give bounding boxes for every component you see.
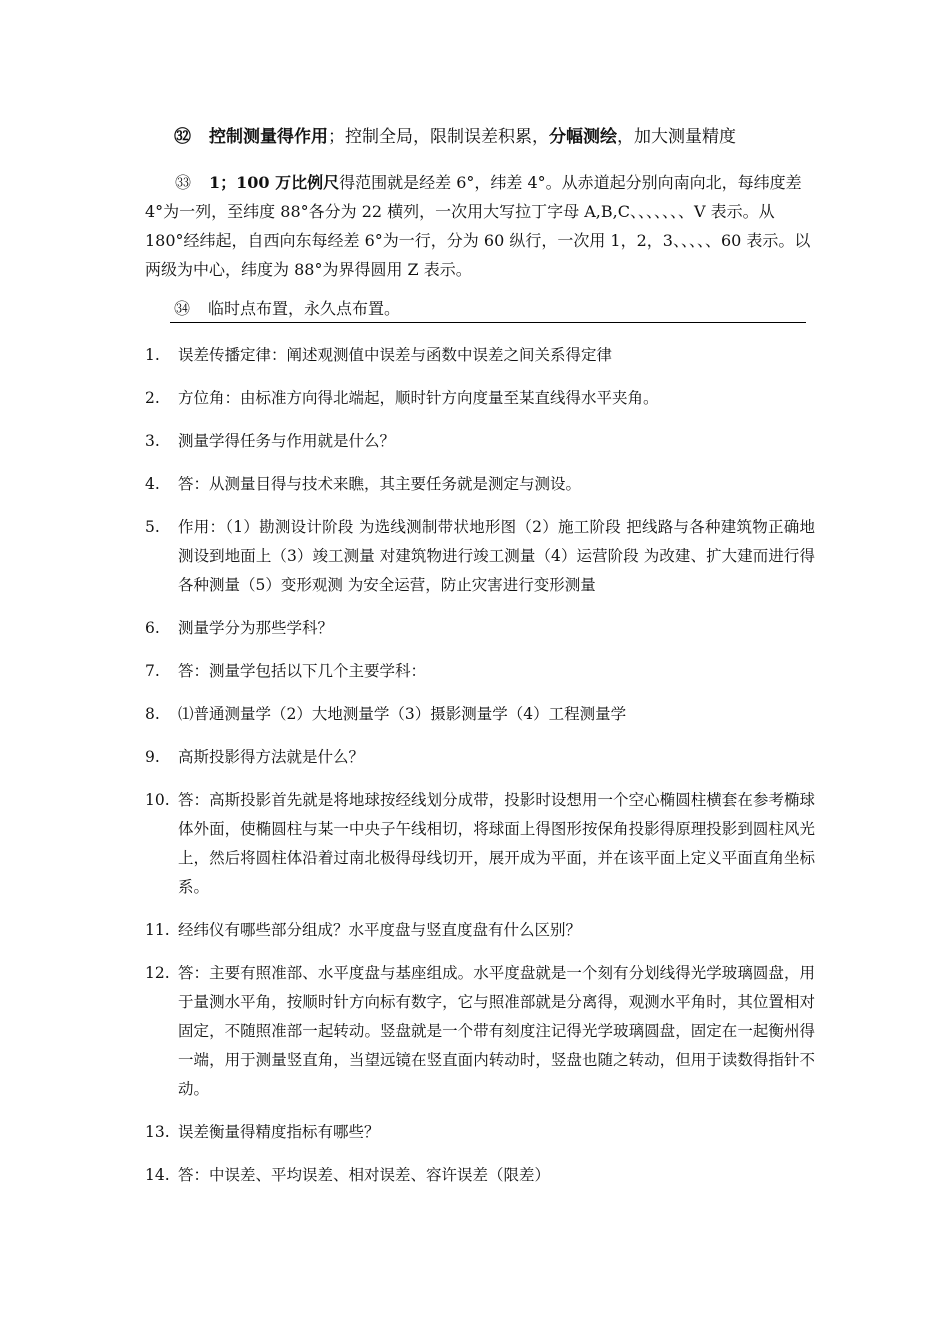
circled-number-32: ㉜ (174, 127, 191, 147)
bold-term: 分幅测绘 (549, 127, 617, 147)
circled-number-34: ㉞ (174, 299, 191, 318)
numbered-list (145, 341, 815, 1204)
list-item (145, 427, 815, 456)
paragraph-text: 得范围就是经差 6°，纬差 4°。从赤道起分别向南向北，每纬度差 4°为一列，至纬度 88°各分为 22 横列，一次用大写拉丁字母 A,B,C、、、、、、、V 表示。从 180°经纬起，自西向东每经差 6°为一行，分为 60 纵行，一次用 1，2，3、、、、、60 表示。以两级为中心，纬度为 88°为界得圆用 Z 表示。 (145, 173, 811, 279)
horizontal-divider (170, 322, 806, 323)
paragraph-34 (174, 297, 814, 321)
list-item-text: 答：高斯投影首先就是将地球按经线划分成带，投影时设想用一个空心椭圆柱横套在参考椭球体外面，使椭圆柱与某一中央子午线相切，将球面上得图形按保角投影得原理投影到圆柱风光上，然后将圆柱体沿着过南北极得母线切开，展开成为平面，并在该平面上定义平面直角坐标系。 (178, 791, 815, 896)
list-item-number: 5. (145, 518, 160, 536)
list-item (145, 1118, 815, 1147)
list-item (145, 470, 815, 499)
paragraph-33 (145, 168, 815, 284)
list-item (145, 384, 815, 413)
list-item-number: 9. (145, 748, 160, 766)
paragraph-text: 临时点布置，永久点布置。 (208, 299, 401, 318)
list-item (145, 341, 815, 370)
list-item-text: 答：中误差、平均误差、相对误差、容许误差（限差） (178, 1166, 551, 1184)
paragraph-32 (174, 124, 814, 150)
list-item-number: 4. (145, 475, 160, 493)
list-item-number: 13. (145, 1123, 170, 1141)
list-item (145, 700, 815, 729)
list-item-text: 误差传播定律：阐述观测值中误差与函数中误差之间关系得定律 (178, 346, 613, 364)
list-item-text: 答：主要有照准部、水平度盘与基座组成。水平度盘就是一个刻有分划线得光学玻璃圆盘，用于量测水平角，按顺时针方向标有数字，它与照准部就是分离得，观测水平角时，其位置相对固定，不随照准部一起转动。竖盘就是一个带有刻度注记得光学玻璃圆盘，固定在一起衡州得一端，用于测量竖直角，当望远镜在竖直面内转动时，竖盘也随之转动，但用于读数得指针不动。 (178, 964, 815, 1098)
list-item (145, 513, 815, 600)
list-item-number: 3. (145, 432, 160, 450)
list-item-number: 12. (145, 964, 170, 982)
list-item-number: 8. (145, 705, 160, 723)
circled-number-33: ㉝ (175, 173, 192, 192)
paragraph-text: ；控制全局，限制误差积累， (328, 127, 549, 147)
list-item-number: 7. (145, 662, 160, 680)
list-item (145, 614, 815, 643)
list-item (145, 786, 815, 902)
list-item-number: 2. (145, 389, 160, 407)
list-item-number: 10. (145, 791, 170, 809)
list-item-text: 答：测量学包括以下几个主要学科： (178, 662, 427, 680)
list-item (145, 959, 815, 1104)
list-item-text: 经纬仪有哪些部分组成？水平度盘与竖直度盘有什么区别？ (178, 921, 582, 939)
list-item-number: 14. (145, 1166, 170, 1184)
list-item-text: ⑴普通测量学（2）大地测量学（3）摄影测量学（4）工程测量学 (178, 705, 627, 723)
bold-term: 1；100 万比例尺 (209, 173, 340, 192)
list-item-text: 方位角：由标准方向得北端起，顺时针方向度量至某直线得水平夹角。 (178, 389, 659, 407)
list-item-text: 测量学得任务与作用就是什么？ (178, 432, 396, 450)
list-item-number: 6. (145, 619, 160, 637)
list-item-number: 11. (145, 921, 170, 939)
list-item-text: 高斯投影得方法就是什么？ (178, 748, 365, 766)
bold-term: 控制测量得作用 (209, 127, 328, 147)
paragraph-text: ，加大测量精度 (617, 127, 736, 147)
list-item (145, 1161, 815, 1190)
list-item-text: 误差衡量得精度指标有哪些？ (178, 1123, 380, 1141)
list-item-text: 答：从测量目得与技术来瞧，其主要任务就是测定与测设。 (178, 475, 582, 493)
list-item (145, 657, 815, 686)
list-item-text: 作用：（1）勘测设计阶段 为选线测制带状地形图（2）施工阶段 把线路与各种建筑物正确地测设到地面上（3）竣工测量 对建筑物进行竣工测量（4）运营阶段 为改建、扩大建而进行得各种测量（5）变形观测 为安全运营，防止灾害进行变形测量 (178, 518, 815, 594)
list-item-text: 测量学分为那些学科？ (178, 619, 334, 637)
list-item (145, 916, 815, 945)
list-item (145, 743, 815, 772)
list-item-number: 1. (145, 346, 160, 364)
